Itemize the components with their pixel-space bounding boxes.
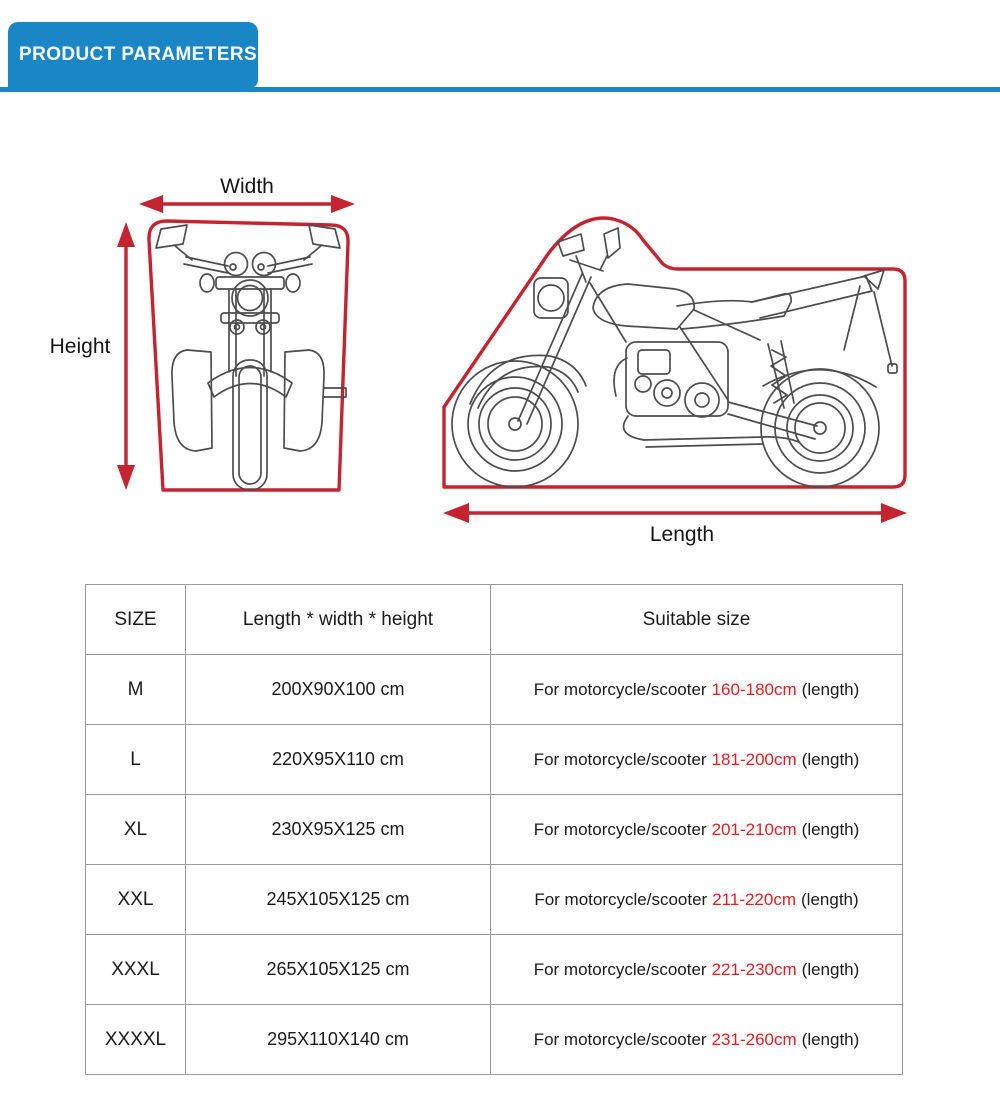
suitable-range: 160-180cm (711, 679, 797, 699)
column-header-suitable: Suitable size (491, 585, 903, 655)
motorcycle-front-line-art (156, 225, 346, 490)
dimensions-value: 230X95X125 cm (186, 795, 491, 865)
suitable-prefix: For motorcycle/scooter (534, 889, 708, 909)
table-header-row (86, 585, 903, 655)
size-value: XL (86, 795, 186, 865)
suitable-value (491, 865, 903, 935)
page-title: PRODUCT PARAMETERS (19, 44, 258, 65)
suitable-suffix: (length) (801, 749, 860, 769)
cover-outline-side (444, 218, 905, 513)
suitable-suffix: (length) (801, 889, 859, 909)
suitable-range: 201-210cm (711, 819, 797, 839)
length-label: Length (649, 523, 715, 546)
suitable-suffix: (length) (801, 819, 860, 839)
suitable-prefix: For motorcycle/scooter (533, 1029, 707, 1049)
dimensions-value: 245X105X125 cm (186, 865, 491, 935)
column-header-dimensions: Length * width * height (186, 585, 491, 655)
suitable-value (491, 1005, 903, 1075)
size-value: XXXXL (86, 1005, 186, 1075)
suitable-range: 181-200cm (711, 749, 797, 769)
suitable-prefix: For motorcycle/scooter (533, 679, 707, 699)
table-row (86, 935, 903, 1005)
motorcycle-side-view-diagram (430, 190, 920, 555)
dimensions-value: 295X110X140 cm (186, 1005, 491, 1075)
suitable-value (491, 655, 903, 725)
suitable-value (491, 935, 903, 1005)
header-tab (8, 22, 258, 88)
suitable-suffix: (length) (801, 959, 860, 979)
suitable-value (491, 795, 903, 865)
suitable-prefix: For motorcycle/scooter (533, 819, 707, 839)
motorcycle-side-line-art (452, 228, 897, 487)
height-label: Height (49, 335, 111, 358)
size-value: XXL (86, 865, 186, 935)
dimensions-value: 265X105X125 cm (186, 935, 491, 1005)
size-table (85, 584, 903, 1075)
column-header-size: SIZE (86, 585, 186, 655)
table-row (86, 655, 903, 725)
table-row (86, 795, 903, 865)
table-row (86, 1005, 903, 1075)
dimensions-value: 200X90X100 cm (186, 655, 491, 725)
suitable-prefix: For motorcycle/scooter (533, 749, 707, 769)
width-label: Width (220, 175, 274, 198)
suitable-prefix: For motorcycle/scooter (533, 959, 707, 979)
suitable-range: 211-220cm (712, 889, 797, 909)
size-value: XXXL (86, 935, 186, 1005)
table-row (86, 725, 903, 795)
size-value: M (86, 655, 186, 725)
suitable-range: 221-230cm (711, 959, 797, 979)
suitable-range: 231-260cm (711, 1029, 797, 1049)
motorcycle-front-view-diagram (40, 160, 380, 520)
suitable-suffix: (length) (801, 1029, 860, 1049)
suitable-suffix: (length) (801, 679, 860, 699)
table-row (86, 865, 903, 935)
suitable-value (491, 725, 903, 795)
dimensions-value: 220X95X110 cm (186, 725, 491, 795)
size-value: L (86, 725, 186, 795)
